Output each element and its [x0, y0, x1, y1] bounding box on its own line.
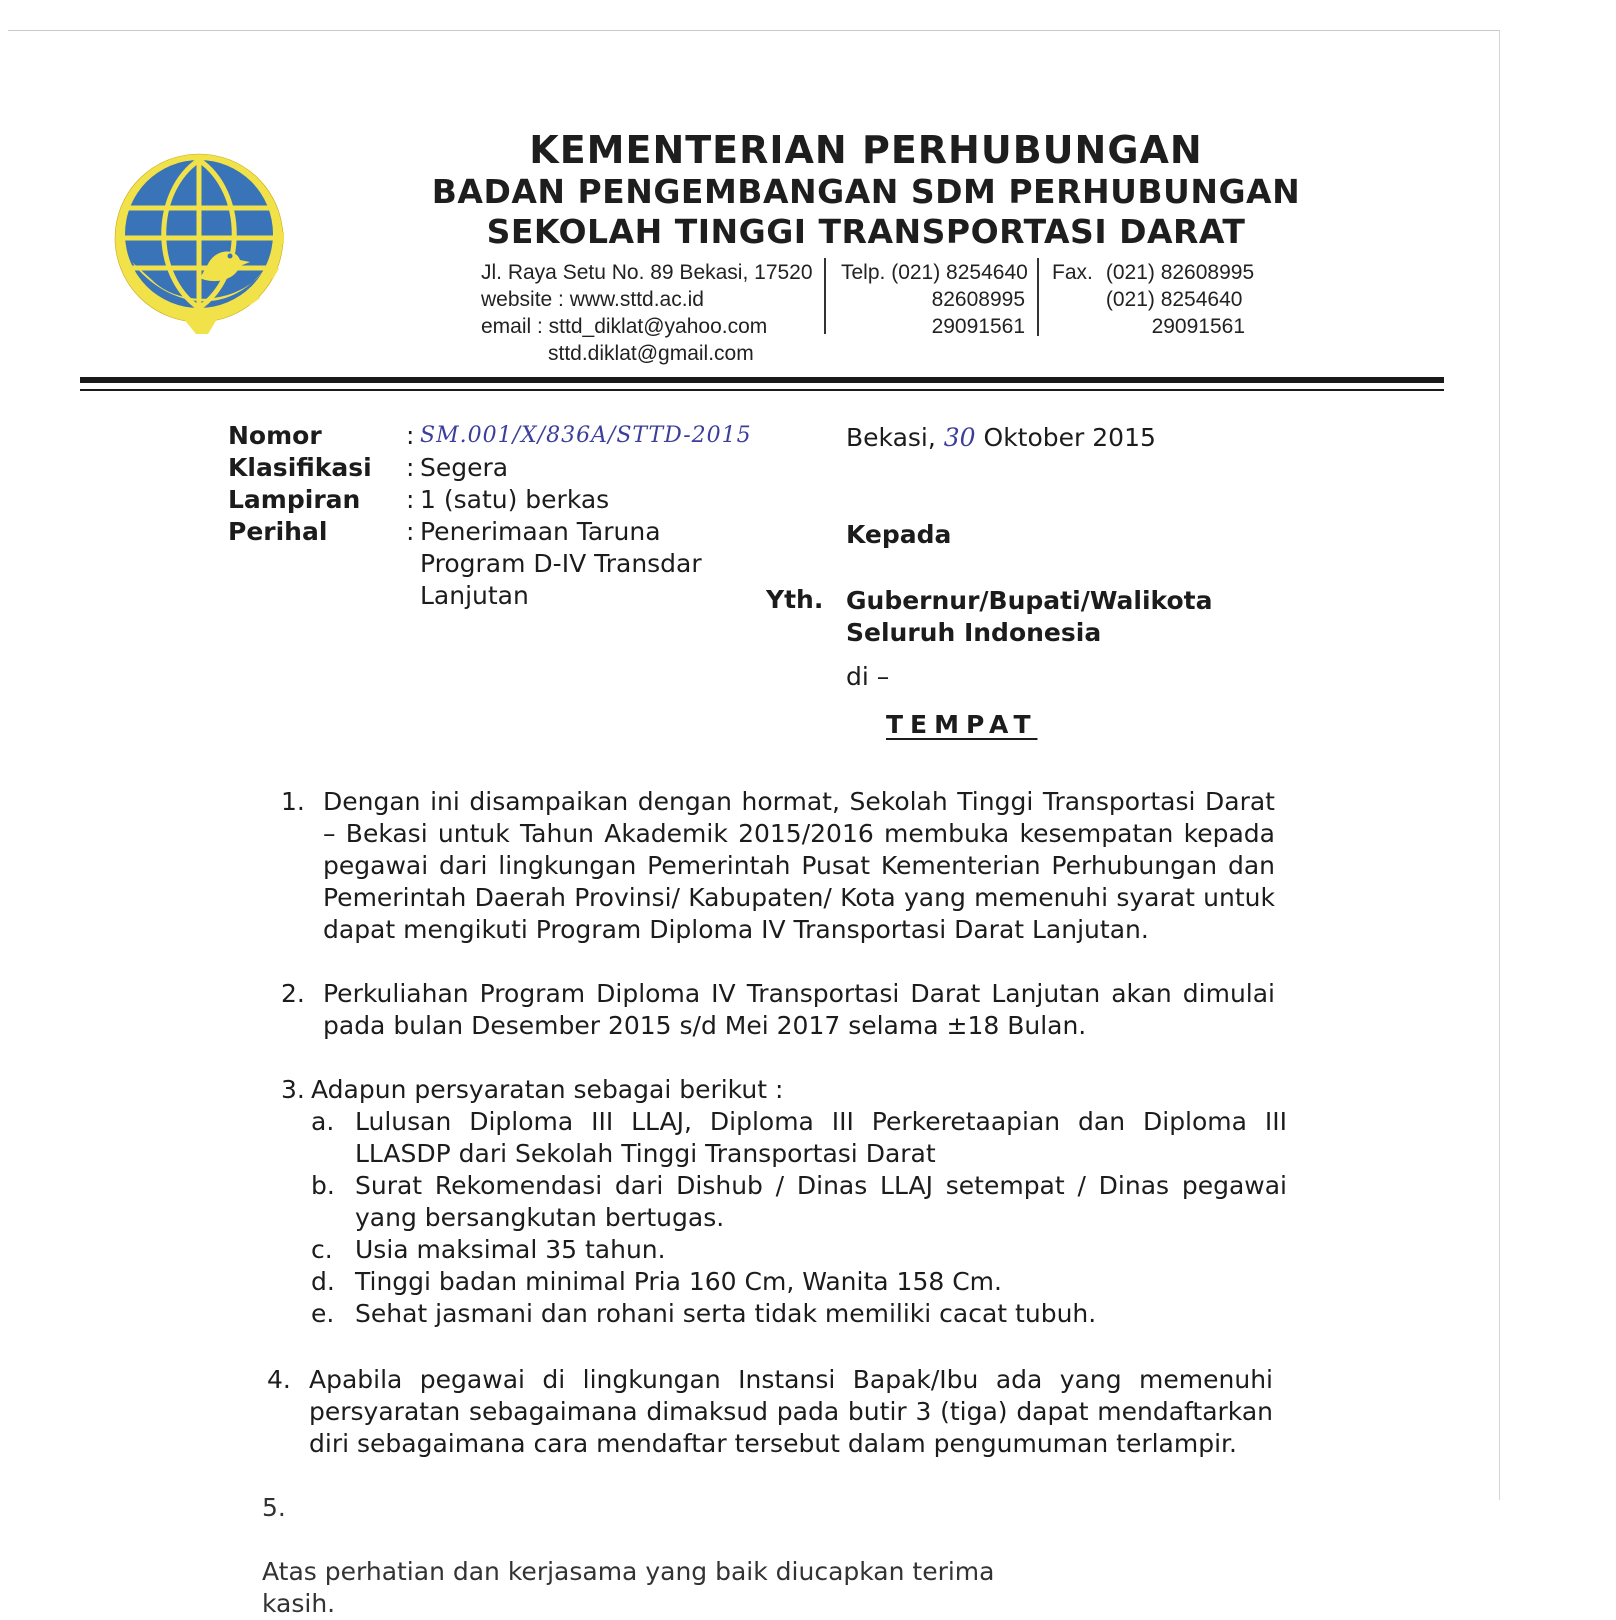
contact-divider — [824, 258, 826, 334]
website-link[interactable]: website : www.sttd.ac.id — [481, 288, 704, 311]
paragraph-number: 3. — [281, 1075, 305, 1104]
telp-label: Telp. — [841, 261, 886, 284]
list-item — [281, 1266, 1287, 1298]
kepada-label: Kepada — [846, 520, 952, 549]
paragraph-text: Dengan ini disampaikan dengan hormat, Sekolah Tinggi Transportasi Darat – Bekasi untuk Tahun Akademik 2015/2016 membuka kesempatan kepada pegawai dari lingkungan Pemerintah Pusat Kementerian Perhubungan dan Pemerintah Daerah Provinsi/ Kabupaten/ Kota yang memenuhi syarat untuk dapat mengikuti Program Diploma IV Transportasi Darat Lanjutan. — [323, 787, 1275, 944]
fax-label: Fax. — [1052, 261, 1093, 284]
list-item — [281, 1298, 1287, 1330]
list-item — [281, 1234, 1287, 1266]
list-text: Tinggi badan minimal Pria 160 Cm, Wanita 158 Cm. — [355, 1267, 1002, 1296]
list-text: Usia maksimal 35 tahun. — [355, 1235, 666, 1264]
lampiran-label: Lampiran — [228, 485, 361, 514]
recipient-line2: Seluruh Indonesia — [846, 618, 1102, 647]
list-text: Sehat jasmani dan rohani serta tidak memiliki cacat tubuh. — [355, 1299, 1097, 1328]
list-letter: a. — [311, 1107, 335, 1136]
fax-number-1: (021) 82608995 — [1105, 261, 1255, 284]
paragraph-number: 4. — [267, 1365, 291, 1394]
yth-label: Yth. — [766, 585, 824, 614]
ministry-title: KEMENTERIAN PERHUBUNGAN — [529, 128, 1203, 172]
paragraph-5-text: 5. Atas perhatian dan kerjasama yang baik diucapkan terima kasih. — [262, 1493, 995, 1618]
list-text: Lulusan Diploma III LLAJ, Diploma III Perkeretaapian dan Diploma III LLASDP dari Sekolah Tinggi Transportasi Darat — [355, 1107, 1287, 1168]
paragraph-3 — [281, 1074, 1287, 1330]
contact-divider — [1037, 258, 1039, 336]
paragraph-number: 2. — [281, 979, 305, 1008]
date-place: Bekasi, — [846, 423, 936, 452]
letter-meta: Nomor : SM.001/X/836A/STTD-2015 Klasifikasi : Segera Lampiran : 1 (satu) berkas Perihal : Penerimaan Taruna Program D-IV Transdar Lanjutan — [228, 421, 752, 610]
address-block — [481, 259, 813, 367]
email-secondary[interactable]: sttd.diklat@gmail.com — [548, 342, 754, 365]
letterhead-rule-thin — [80, 389, 1444, 391]
school-title: SEKOLAH TINGGI TRANSPORTASI DARAT — [486, 212, 1246, 251]
letter-date — [846, 423, 1156, 452]
letterhead-rule-thick — [80, 377, 1444, 383]
requirements-heading: Adapun persyaratan sebagai berikut : — [311, 1075, 784, 1104]
fax-number-2: (021) 8254640 — [1105, 288, 1243, 311]
list-item — [281, 1170, 1287, 1234]
list-item — [281, 1106, 1287, 1170]
perihal-value-line1: Penerimaan Taruna — [420, 517, 661, 546]
lampiran-value: 1 (satu) berkas — [420, 485, 610, 514]
telp-number-3: 29091561 — [931, 315, 1025, 338]
fax-number-3: 29091561 — [1151, 315, 1245, 338]
recipient-line1: Gubernur/Bupati/Walikota — [846, 586, 1213, 615]
klasifikasi-label: Klasifikasi — [228, 453, 372, 482]
klasifikasi-value: Segera — [420, 453, 509, 482]
list-letter: e. — [311, 1299, 335, 1328]
fax-block — [1052, 259, 1254, 340]
list-letter: d. — [311, 1267, 335, 1296]
paragraph-4 — [267, 1364, 1273, 1460]
list-text: Surat Rekomendasi dari Dishub / Dinas LLAJ setempat / Dinas pegawai yang bersangkutan bertugas. — [355, 1171, 1287, 1232]
street-address: Jl. Raya Setu No. 89 Bekasi, 17520 — [481, 261, 813, 284]
perihal-value-line3: Lanjutan — [420, 581, 529, 610]
paragraph-text: Perkuliahan Program Diploma IV Transportasi Darat Lanjutan akan dimulai pada bulan Desember 2015 s/d Mei 2017 selama ±18 Bulan. — [323, 979, 1275, 1040]
paragraph-number: 1. — [281, 787, 305, 816]
email-primary[interactable]: email : sttd_diklat@yahoo.com — [481, 315, 768, 338]
perihal-value-line2: Program D-IV Transdar — [420, 549, 702, 578]
scan-border-top — [8, 30, 1500, 31]
date-month-year: Oktober 2015 — [983, 423, 1156, 452]
paragraph-2 — [281, 978, 1275, 1042]
list-letter: b. — [311, 1171, 335, 1200]
nomor-value: SM.001/X/836A/STTD-2015 — [420, 423, 752, 448]
agency-title: BADAN PENGEMBANGAN SDM PERHUBUNGAN — [431, 172, 1301, 211]
telp-number-1: (021) 8254640 — [891, 261, 1028, 284]
tempat-label: TEMPAT — [886, 710, 1038, 739]
recipient — [846, 585, 1212, 649]
nomor-label: Nomor — [228, 421, 322, 450]
telephone-block — [841, 259, 1028, 340]
list-letter: c. — [311, 1235, 333, 1264]
di-label: di – — [846, 662, 890, 691]
telp-number-2: 82608995 — [931, 288, 1025, 311]
paragraph-1 — [281, 786, 1275, 946]
paragraph-5-cropped — [262, 1492, 1062, 1618]
date-day-handwritten: 30 — [943, 423, 976, 452]
perihal-label: Perihal — [228, 517, 328, 546]
paragraph-text: Apabila pegawai di lingkungan Instansi Bapak/Ibu ada yang memenuhi persyaratan sebagaimana dimaksud pada butir 3 (tiga) dapat mendaftarkan diri sebagaimana cara mendaftar tersebut dalam pengumuman terlampir. — [309, 1365, 1273, 1458]
